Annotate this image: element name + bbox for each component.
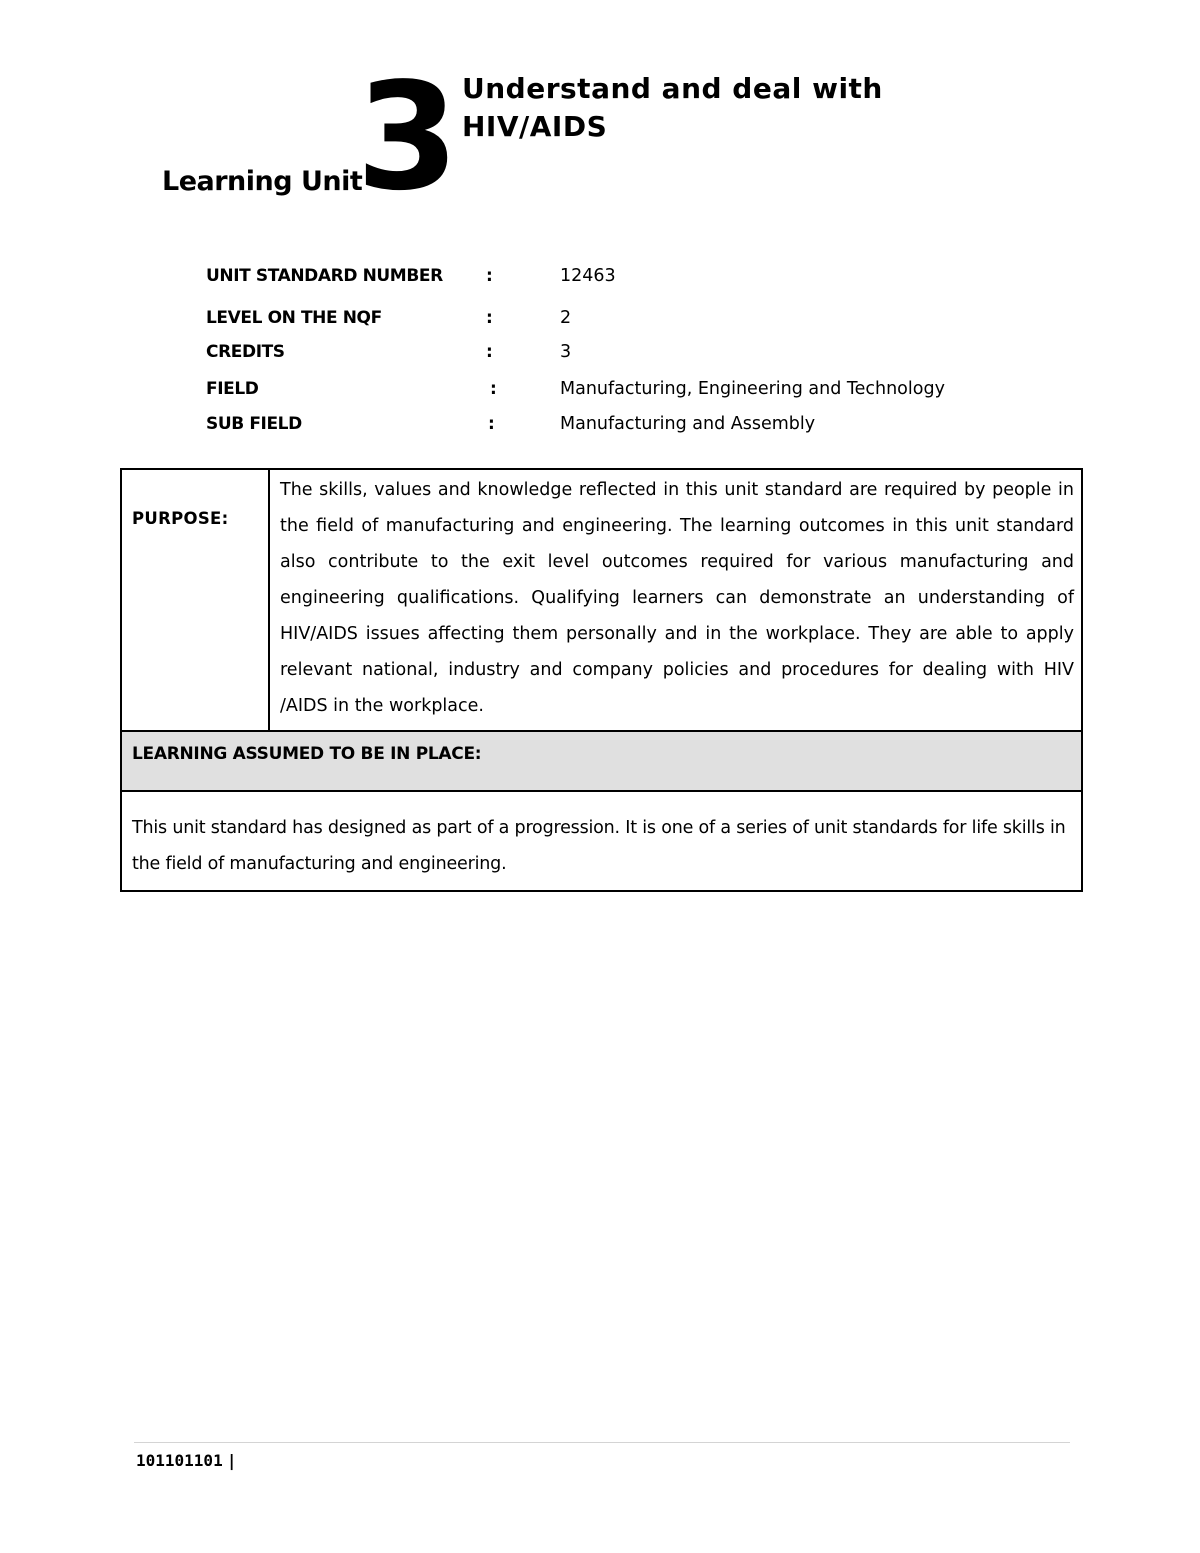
learning-assumed-text-cell [121,791,1082,891]
footer-divider [134,1442,1070,1443]
learning-unit-label: Learning Unit [162,166,363,197]
purpose-text: The skills, values and knowledge reflected in this unit standard are required by people in the field of manufacturing and engineering. The learning outcomes in this unit standard also contribute to the exit level outcomes required for various manufacturing and engineering qualifications. Qualifying learners can demonstrate an understanding of HIV/AIDS issues affecting them personally and in the workplace. They are able to apply relevant national, industry and company policies and procedures for dealing with HIV /AIDS in the workplace. [280,480,1074,716]
unit-info-table [120,468,1083,892]
meta-label: LEVEL ON THE NQF [206,308,382,328]
meta-value: 12463 [560,266,616,286]
meta-colon: : [490,379,497,399]
purpose-row [121,469,1082,731]
unit-title [462,70,902,146]
meta-row-sub-field [206,414,1106,444]
purpose-text-cell [269,469,1082,731]
unit-header [0,0,1200,223]
learning-assumed-text: This unit standard has designed as part of a progression. It is one of a series of unit standards for life skills in the field of manufacturing and engineering. [132,818,1066,874]
meta-colon: : [488,414,495,434]
purpose-label-cell [121,469,269,731]
meta-label: CREDITS [206,342,285,362]
learning-assumed-label: LEARNING ASSUMED TO BE IN PLACE: [132,744,482,764]
meta-row-unit-standard-number [206,266,1106,296]
meta-row-field [206,379,1106,409]
meta-value: Manufacturing and Assembly [560,414,816,434]
meta-value: Manufacturing, Engineering and Technology [560,379,945,399]
footer-page-code: 101101101 [136,1451,223,1470]
meta-row-level-on-nqf [206,308,1106,338]
learning-assumed-header-cell [121,731,1082,791]
meta-label: SUB FIELD [206,414,302,434]
meta-value: 2 [560,308,572,328]
unit-title-line-1: Understand and deal with [462,72,883,105]
meta-colon: : [486,308,493,328]
page-footer [136,1451,235,1470]
learning-assumed-text-row [121,791,1082,891]
meta-colon: : [486,342,493,362]
footer-separator: | [228,1451,235,1470]
meta-colon: : [486,266,493,286]
purpose-label: PURPOSE: [132,509,229,528]
meta-row-credits [206,342,1106,372]
meta-value: 3 [560,342,572,362]
unit-title-line-2: HIV/AIDS [462,110,608,143]
learning-unit-number: 3 [356,51,455,223]
meta-label: UNIT STANDARD NUMBER [206,266,443,286]
learning-assumed-header-row [121,731,1082,791]
meta-label: FIELD [206,379,259,399]
